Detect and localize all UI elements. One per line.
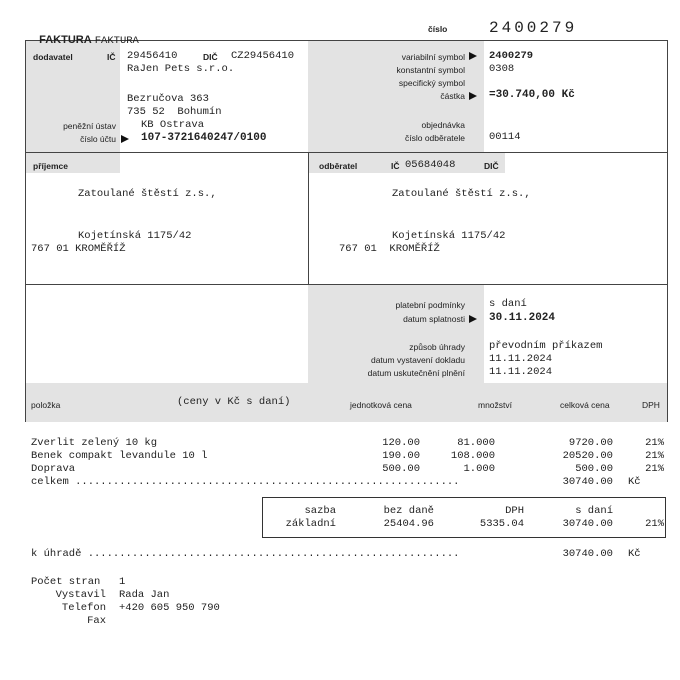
vs-value: 2400279 <box>489 50 534 62</box>
supplier-bank-label: peněžní ústav <box>63 121 116 131</box>
item-name: Zverlit zelený 10 kg <box>31 437 158 449</box>
recipient-section-label: příjemce <box>33 161 68 171</box>
sum-label: celkem ............................................................. <box>31 476 460 488</box>
due-date-value: 30.11.2024 <box>489 312 556 324</box>
customer-street: Kojetínská 1175/42 <box>392 230 506 242</box>
col-total-header: celková cena <box>560 400 610 410</box>
pages-value: 1 <box>119 576 126 588</box>
item-total: 20520.00 <box>562 450 613 462</box>
customer-ic-label: IČ <box>391 161 400 171</box>
vat-rate: základní <box>285 518 336 530</box>
due-date-arrow-icon <box>469 315 477 323</box>
order-label: objednávka <box>421 120 465 130</box>
recipient-street: Kojetínská 1175/42 <box>78 230 192 242</box>
supplier-ic-label: IČ <box>107 52 116 62</box>
payment-method-label: způsob úhrady <box>409 342 465 352</box>
issue-date-value: 11.11.2024 <box>489 353 553 365</box>
supplier-dic-label: DIČ <box>203 52 218 62</box>
issued-label: Vystavil <box>55 589 106 601</box>
issue-date-label: datum vystavení dokladu <box>370 355 465 365</box>
customer-dic-label: DIČ <box>484 161 499 171</box>
supplier-section-label: dodavatel <box>33 52 73 62</box>
vat-header-vat: DPH <box>505 505 524 517</box>
item-quantity: 1.000 <box>463 463 495 475</box>
item-quantity: 108.000 <box>450 450 495 462</box>
item-unit-price: 500.00 <box>382 463 420 475</box>
vat-header-rate: sazba <box>304 505 336 517</box>
to-pay-value: 30740.00 <box>562 548 613 560</box>
to-pay-currency: Kč <box>628 548 641 560</box>
recipient-name: Zatoulané štěstí z.s., <box>78 188 217 200</box>
vat-base: 25404.96 <box>383 518 434 530</box>
vat-header-base: bez daně <box>383 505 434 517</box>
amount-label: částka <box>440 91 465 101</box>
issued-value: Rada Jan <box>119 589 170 601</box>
customer-no-label: číslo odběratele <box>404 133 465 143</box>
item-name: Doprava <box>31 463 76 475</box>
sum-currency: Kč <box>628 476 641 488</box>
vs-arrow-icon <box>469 52 477 60</box>
supplier-account-label: číslo účtu <box>80 134 116 144</box>
customer-city: 767 01 KROMĚŘÍŽ <box>339 243 440 255</box>
item-unit-price: 120.00 <box>382 437 420 449</box>
amount-value: =30.740,00 Kč <box>489 89 575 101</box>
taxable-date-value: 11.11.2024 <box>489 366 553 378</box>
prices-note: (ceny v Kč s daní) <box>177 396 291 408</box>
vat-total: 30740.00 <box>562 518 613 530</box>
supplier-account: 107-3721640247/0100 <box>141 132 267 144</box>
invoice-title <box>33 22 139 47</box>
pages-label: Počet stran <box>31 576 101 588</box>
vat-percent: 21% <box>645 518 664 530</box>
supplier-ic: 29456410 <box>127 50 178 62</box>
customer-ic: 05684048 <box>405 159 456 171</box>
customer-section-label: odběratel <box>319 161 358 171</box>
vat-header-total: s daní <box>575 505 613 517</box>
item-vat: 21% <box>645 450 664 462</box>
item-total: 500.00 <box>575 463 613 475</box>
phone-value: +420 605 950 790 <box>119 602 220 614</box>
due-date-label: datum splatnosti <box>403 314 465 324</box>
item-name: Benek compakt levandule 10 l <box>31 450 208 462</box>
fax-label: Fax <box>87 615 106 627</box>
vs-label: variabilní symbol <box>401 52 465 62</box>
amount-arrow-icon <box>469 92 477 100</box>
supplier-dic: CZ29456410 <box>231 50 295 62</box>
phone-label: Telefon <box>61 602 106 614</box>
item-vat: 21% <box>645 437 664 449</box>
to-pay-label: k úhradě ........................................................... <box>31 548 460 560</box>
frame-right <box>667 40 668 422</box>
item-vat: 21% <box>645 463 664 475</box>
col-item-header: položka <box>31 400 61 410</box>
supplier-street: Bezručova 363 <box>127 93 209 105</box>
taxable-date-label: datum uskutečnění plnění <box>367 368 465 378</box>
recipient-city: 767 01 KROMĚŘÍŽ <box>31 243 126 255</box>
invoice-number-label: číslo <box>428 24 448 34</box>
col-unit-price-header: jednotková cena <box>350 400 412 410</box>
col-quantity-header: množství <box>478 400 513 410</box>
customer-no-value: 00114 <box>489 131 521 143</box>
item-total: 9720.00 <box>568 437 613 449</box>
col-vat-header: DPH <box>642 400 660 410</box>
account-arrow-icon <box>121 135 129 143</box>
supplier-bank: KB Ostrava <box>141 119 205 131</box>
ss-label: specifický symbol <box>398 78 465 88</box>
item-quantity: 81.000 <box>457 437 495 449</box>
supplier-name: RaJen Pets s.r.o. <box>127 63 235 75</box>
ks-value: 0308 <box>489 63 515 75</box>
invoice-number: 2400279 <box>489 19 578 37</box>
customer-name: Zatoulané štěstí z.s., <box>392 188 531 200</box>
terms-conditions-label: platební podmínky <box>395 300 465 310</box>
item-unit-price: 190.00 <box>382 450 420 462</box>
sum-value: 30740.00 <box>562 476 613 488</box>
vat-amount: 5335.04 <box>479 518 524 530</box>
invoice-title-normal: FAKTURA <box>94 35 139 47</box>
invoice-title-bold: FAKTURA <box>39 34 92 46</box>
terms-conditions-value: s daní <box>489 298 527 310</box>
supplier-city: 735 52 Bohumín <box>127 106 222 118</box>
ks-label: konstantní symbol <box>396 65 465 75</box>
payment-method-value: převodním příkazem <box>489 340 603 352</box>
